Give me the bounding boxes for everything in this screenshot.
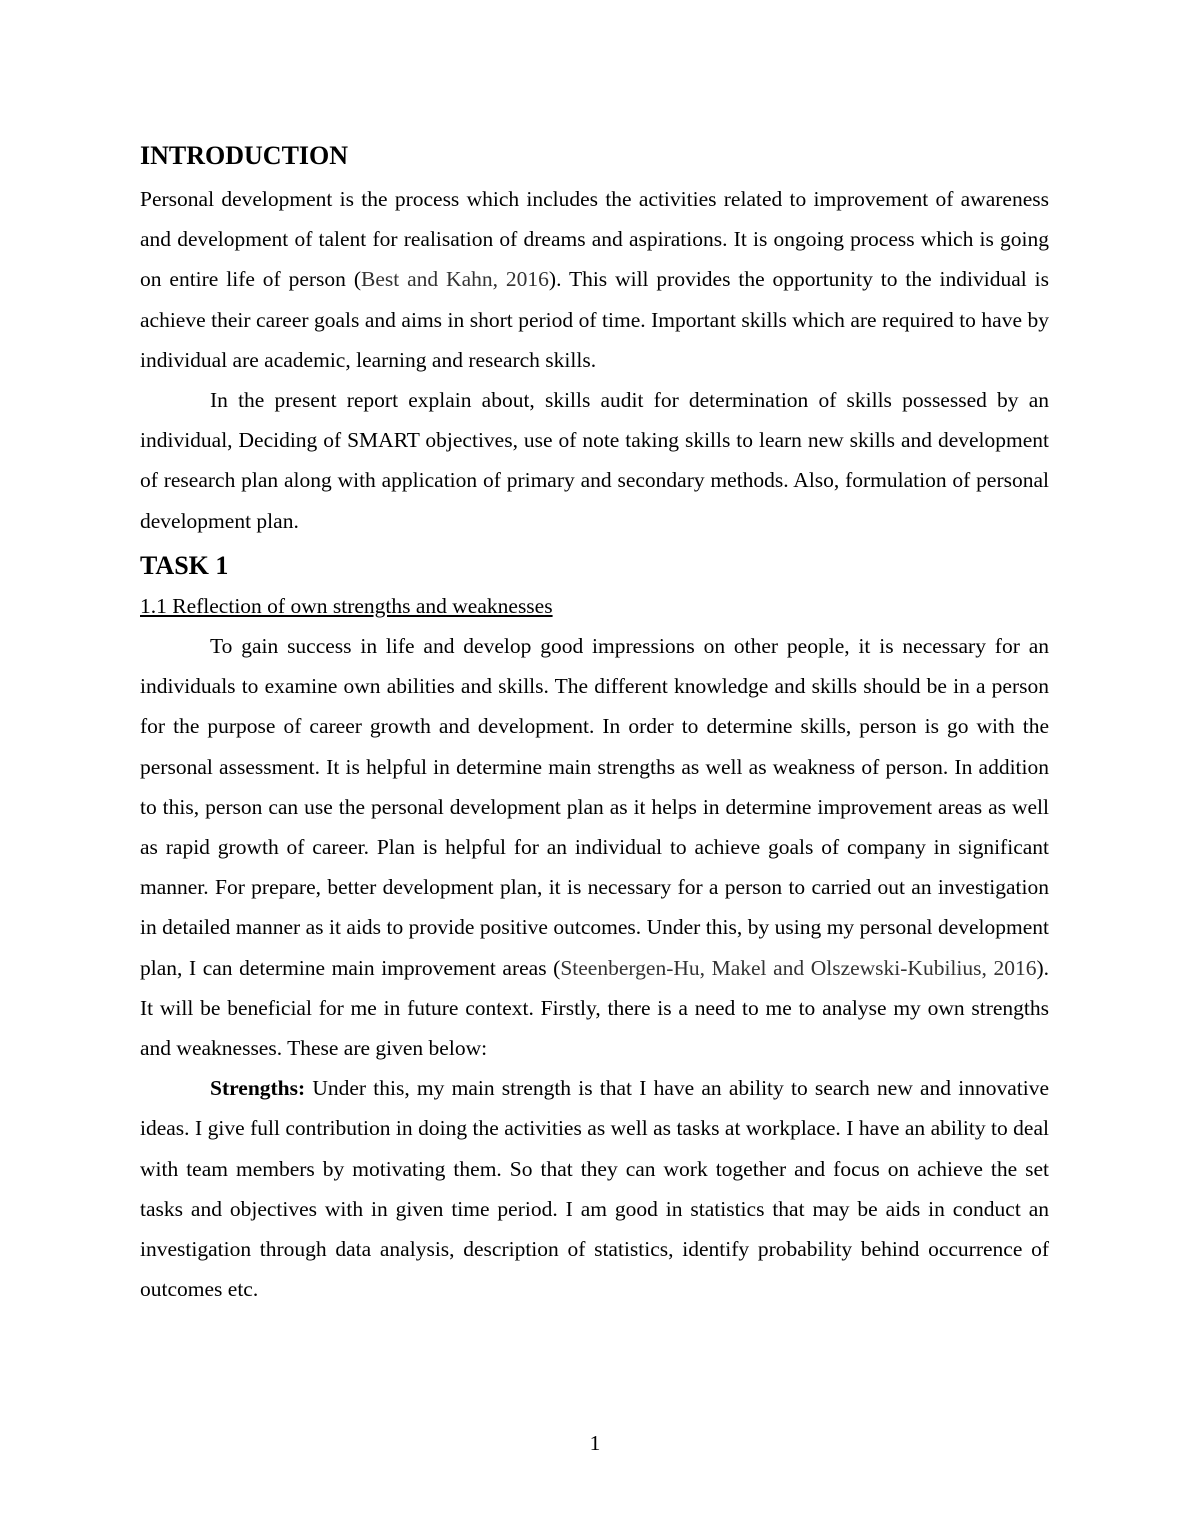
strengths-label: Strengths: (210, 1076, 306, 1101)
task-1-paragraph-1-text-after: ). It will be beneficial for me in future context. Firstly, there is a need to me to analyse my own strengths and weaknesses. These are given below: (140, 955, 1049, 1061)
introduction-paragraph-1 (140, 179, 1049, 380)
strengths-text: Under this, my main strength is that I have an ability to search new and innovative ideas. I give full contribution in doing the activities as well as tasks at workplace. I have an ability to deal with team members by motivating them. So that they can work together and focus on achieve the set tasks and objectives with in given time period. I am good in statistics that may be aids in conduct an investigation through data analysis, description of statistics, identify probability behind occurrence of outcomes etc. (140, 1076, 1049, 1302)
page-content (140, 138, 1049, 1309)
task-1-paragraph-1-text-before: To gain success in life and develop good impressions on other people, it is necessary for an individuals to examine own abilities and skills. The different knowledge and skills should be in a person for the purpose of career growth and development. In order to determine skills, person is go with the personal assessment. It is helpful in determine main strengths as well as weakness of person. In addition to this, person can use the personal development plan as it helps in determine improvement areas as well as rapid growth of career. Plan is helpful for an individual to achieve goals of company in significant manner. For prepare, better development plan, it is necessary for a person to carried out an investigation in detailed manner as it aids to provide positive outcomes. Under this, by using my personal development plan, I can determine main improvement areas ( (140, 634, 1049, 980)
section-1-1-title: 1.1 Reflection of own strengths and weaknesses (140, 593, 553, 618)
introduction-paragraph-2: In the present report explain about, skills audit for determination of skills possessed by an individual, Deciding of SMART objectives, use of note taking skills to learn new skills and development of research plan along with application of primary and secondary methods. Also, formulation of personal development plan. (140, 388, 1049, 533)
task-1-paragraph-1 (140, 626, 1049, 1068)
citation-best-kahn: Best and Kahn, 2016 (360, 267, 549, 292)
strengths-paragraph (140, 1068, 1049, 1309)
introduction-heading: INTRODUCTION (140, 141, 349, 170)
introduction-paragraph-1-text-before: Personal development is the process which includes the activities related to improvement of awareness and development of talent for realisation of dreams and aspirations. It is ongoing process which is going on entire life of person ( (140, 187, 1049, 292)
introduction-paragraph-1-text-after: ). This will provides the opportunity to the individual is achieve their career goals and aims in short period of time. Important skills which are required to have by individual are academic, learning and research skills. (140, 267, 1049, 372)
task-1-heading: TASK 1 (140, 550, 229, 580)
page-number: 1 (589, 1431, 601, 1455)
citation-steenbergen-hu: Steenbergen-Hu, Makel and Olszewski-Kubilius, 2016 (560, 955, 1037, 980)
